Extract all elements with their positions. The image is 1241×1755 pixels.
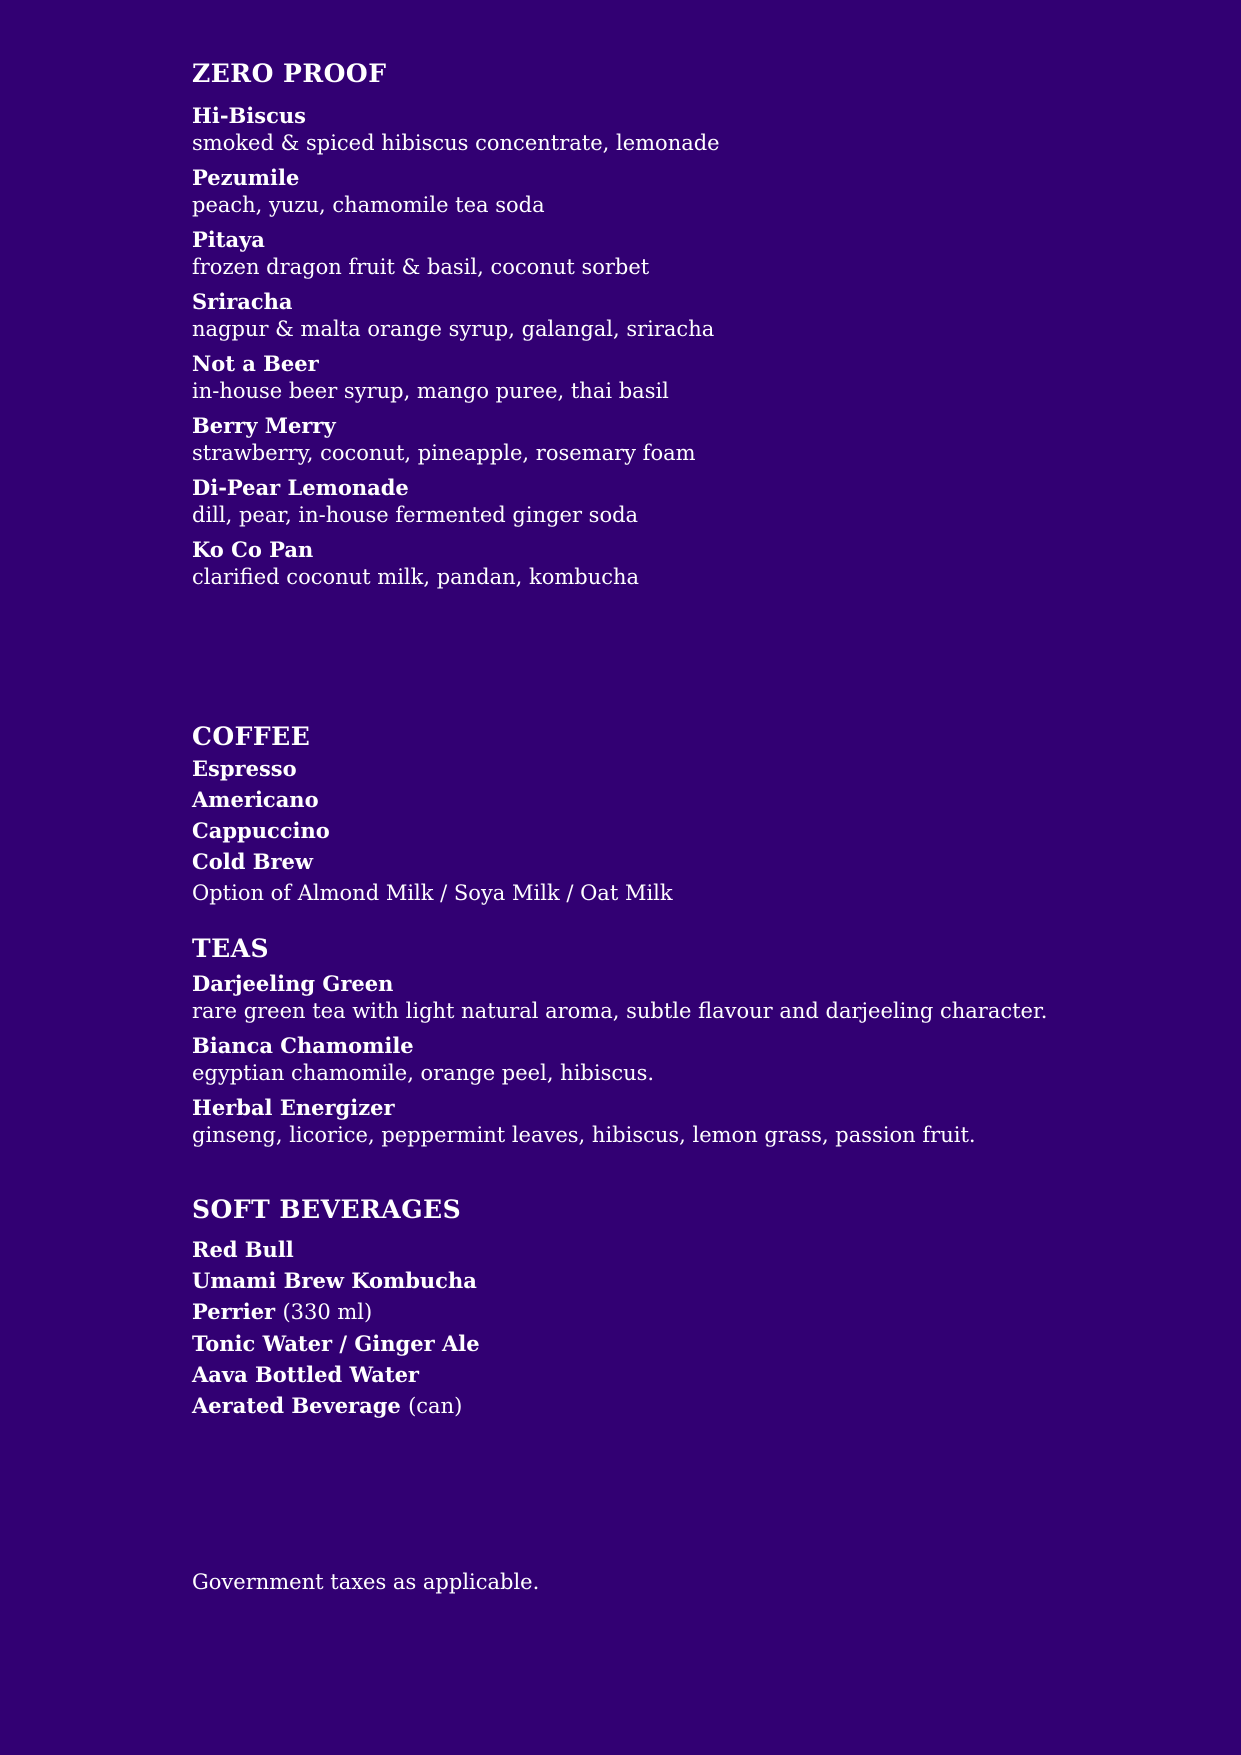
- item-description: strawberry, coconut, pineapple, rosemary foam: [192, 441, 696, 465]
- coffee-item: Cold Brew: [192, 849, 313, 874]
- teas-section: [192, 933, 1192, 1149]
- item-description: peach, yuzu, chamomile tea soda: [192, 193, 545, 217]
- menu-item: [192, 102, 1192, 157]
- teas-title: TEAS: [192, 934, 270, 963]
- item-description: rare green tea with light natural aroma, subtle flavour and darjeeling character.: [192, 999, 1048, 1023]
- item-name: Di-Pear Lemonade: [192, 475, 409, 500]
- item-name: Ko Co Pan: [192, 537, 314, 562]
- zero-proof-list: [192, 102, 1192, 591]
- menu-item: [192, 1032, 1192, 1087]
- item-name: Tonic Water / Ginger Ale: [192, 1331, 480, 1356]
- coffee-item: Cappuccino: [192, 818, 330, 843]
- beverage-item: [192, 1234, 1192, 1265]
- coffee-item: Americano: [192, 787, 319, 812]
- milk-options-note: Option of Almond Milk / Soya Milk / Oat Milk: [192, 881, 673, 905]
- item-name: Pezumile: [192, 165, 300, 190]
- item-description: frozen dragon fruit & basil, coconut sorbet: [192, 255, 650, 279]
- zero-proof-title: ZERO PROOF: [192, 59, 387, 88]
- item-name: Darjeeling Green: [192, 971, 394, 996]
- coffee-list: [192, 753, 1192, 877]
- item-name: Bianca Chamomile: [192, 1033, 414, 1058]
- menu-item: [192, 226, 1192, 281]
- beverage-item: [192, 1265, 1192, 1296]
- menu-item: [192, 288, 1192, 343]
- menu-item: [192, 412, 1192, 467]
- teas-list: [192, 970, 1192, 1149]
- beverage-item: [192, 1328, 1192, 1359]
- item-name: Pitaya: [192, 227, 265, 252]
- soft-beverages-list: [192, 1234, 1192, 1422]
- menu-item: [192, 350, 1192, 405]
- item-description: in-house beer syrup, mango puree, thai basil: [192, 379, 669, 403]
- item-description: egyptian chamomile, orange peel, hibiscus.: [192, 1061, 655, 1085]
- item-name: Hi-Biscus: [192, 103, 306, 128]
- item-name: Berry Merry: [192, 413, 336, 438]
- soft-beverages-title: SOFT BEVERAGES: [192, 1195, 462, 1224]
- item-name: Aerated Beverage: [192, 1393, 401, 1418]
- item-name: Perrier: [192, 1299, 276, 1324]
- item-description: ginseng, licorice, peppermint leaves, hibiscus, lemon grass, passion fruit.: [192, 1123, 976, 1147]
- menu-item: [192, 474, 1192, 529]
- menu-item: [192, 536, 1192, 591]
- coffee-section: [192, 721, 1192, 907]
- coffee-title: COFFEE: [192, 722, 311, 751]
- item-name: Red Bull: [192, 1237, 294, 1262]
- item-description: dill, pear, in-house fermented ginger soda: [192, 503, 639, 527]
- beverage-item: [192, 1296, 1192, 1328]
- item-name: Umami Brew Kombucha: [192, 1268, 477, 1293]
- menu-item: [192, 164, 1192, 219]
- menu-item: [192, 1094, 1192, 1149]
- item-description: smoked & spiced hibiscus concentrate, lemonade: [192, 131, 720, 155]
- beverage-item: [192, 1359, 1192, 1390]
- beverage-item: [192, 1390, 1192, 1422]
- item-name: Not a Beer: [192, 351, 319, 376]
- item-size-note: (can): [408, 1394, 463, 1418]
- zero-proof-section: [192, 58, 1192, 591]
- menu-item: [192, 970, 1192, 1025]
- item-description: clarified coconut milk, pandan, kombucha: [192, 565, 640, 589]
- item-description: nagpur & malta orange syrup, galangal, sriracha: [192, 317, 715, 341]
- item-size-note: (330 ml): [282, 1300, 373, 1324]
- soft-beverages-section: [192, 1194, 1192, 1422]
- item-name: Aava Bottled Water: [192, 1362, 420, 1387]
- coffee-item: Espresso: [192, 756, 297, 781]
- item-name: Sriracha: [192, 289, 293, 314]
- item-name: Herbal Energizer: [192, 1095, 395, 1120]
- tax-note: Government taxes as applicable.: [192, 1570, 540, 1594]
